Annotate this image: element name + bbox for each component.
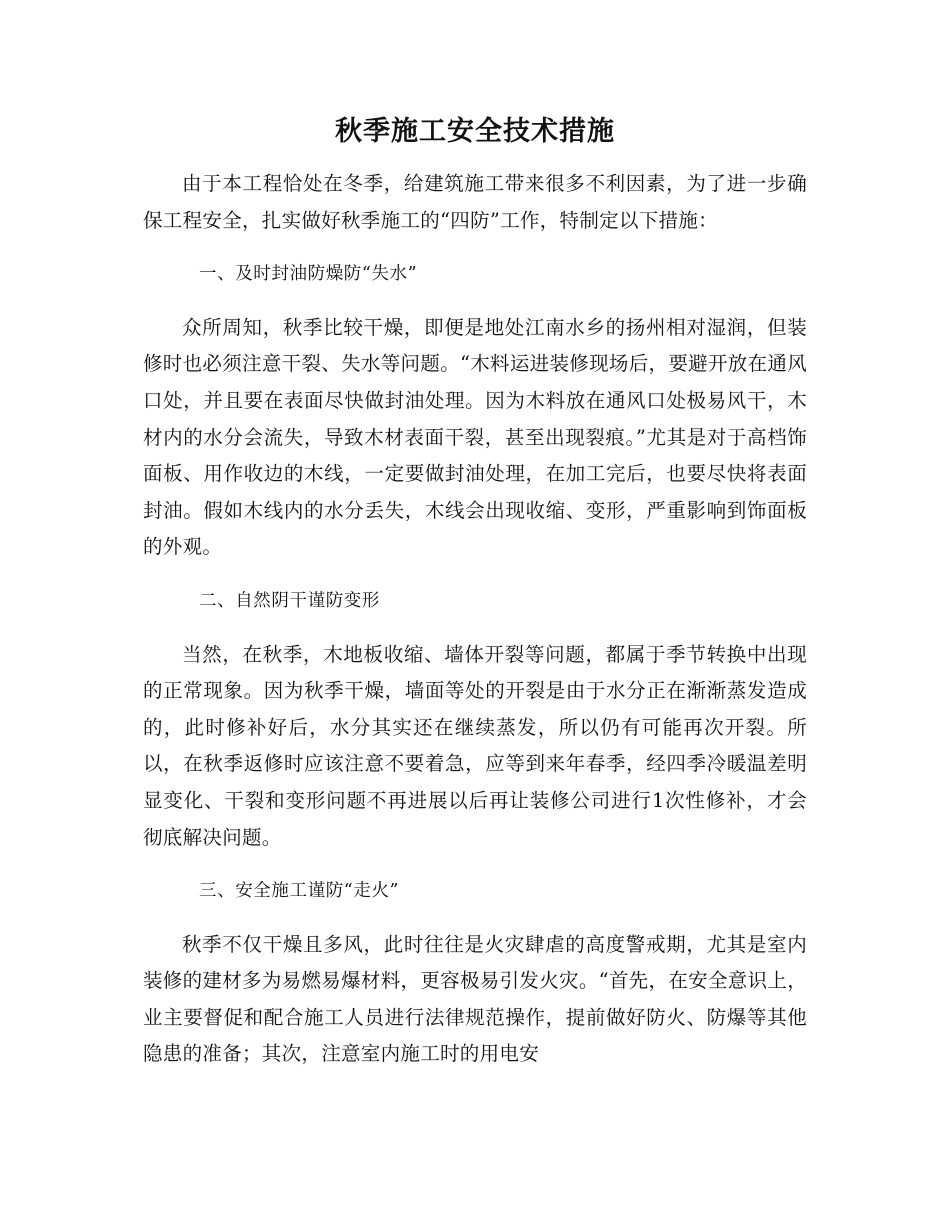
section-heading-3: 三、安全施工谨防“走火” xyxy=(199,881,400,902)
intro-paragraph: 由于本工程恰处在冬季，给建筑施工带来很多不利因素，为了进一步确保工程安全，扎实做好秋季施工的“四防”工作，特制定以下措施： xyxy=(143,172,807,232)
document-body xyxy=(143,166,807,1073)
section-body-1: 众所周知，秋季比较干燥，即便是地处江南水乡的扬州相对湿润，但装修时也必须注意干裂、失水等问题。“木料运进装修现场后，要避开放在通风口处，并且要在表面尽快做封油处理。因为木料放在通风口处极易风干，木材内的水分会流失，导致木材表面干裂，甚至出现裂痕。”尤其是对于高档饰面板、用作收边的木线，一定要做封油处理，在加工完后，也要尽快将表面封油。假如木线内的水分丢失，木线会出现收缩、变形，严重影响到饰面板的外观。 xyxy=(143,315,807,559)
section-heading-2: 二、自然阴干谨防变形 xyxy=(199,590,380,611)
document-title: 秋季施工安全技术措施 xyxy=(335,116,615,147)
section-heading-1: 一、及时封油防燥防“失水” xyxy=(199,264,418,285)
section-body-3: 秋季不仅干燥且多风，此时往往是火灾肆虐的高度警戒期，尤其是室内装修的建材多为易燃易爆材料，更容极易引发火灾。“首先，在安全意识上，业主要督促和配合施工人员进行法律规范操作，提前做好防火、防爆等其他隐患的准备；其次，注意室内施工时的用电安 xyxy=(143,932,807,1066)
section-body-2: 当然，在秋季，木地板收缩、墙体开裂等问题，都属于季节转换中出现的正常现象。因为秋季干燥，墙面等处的开裂是由于水分正在渐渐蒸发造成的，此时修补好后，水分其实还在继续蒸发，所以仍有可能再次开裂。所以，在秋季返修时应该注意不要着急，应等到来年春季，经四季冷暖温差明显变化、干裂和变形问题不再进展以后再让装修公司进行1次性修补，才会彻底解决问题。 xyxy=(143,642,807,849)
